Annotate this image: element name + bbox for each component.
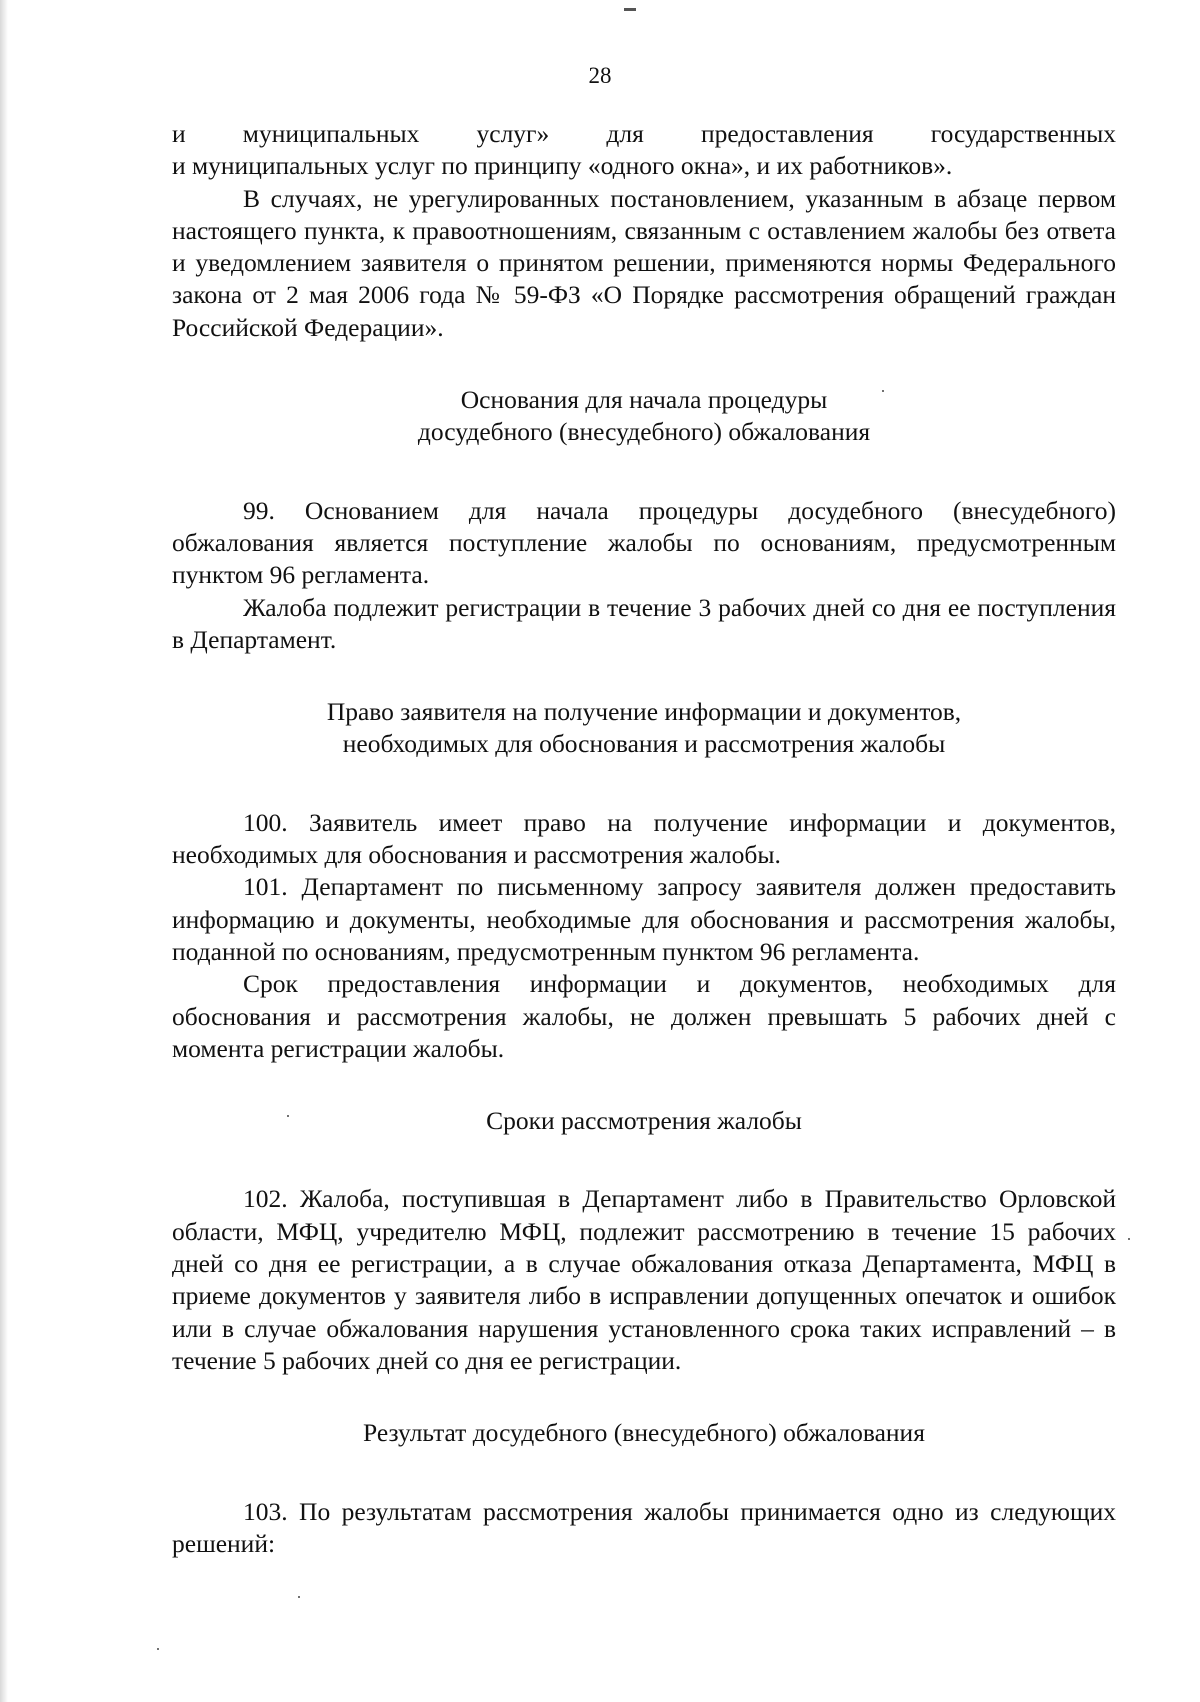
paragraph: Жалоба подлежит регистрации в течение 3 рабочих дней со дня ее поступления в Департамент. — [172, 592, 1116, 654]
scan-speck — [157, 1648, 159, 1650]
section-heading — [172, 384, 1116, 449]
section-heading — [172, 1417, 1116, 1449]
scan-speck — [298, 1596, 300, 1598]
paragraph: 99. Основанием для начала процедуры досудебного (внесудебного) обжалования является поступление жалобы по основаниям, предусмотренным пунктом 96 регламента. — [172, 495, 1116, 590]
page-number: 28 — [588, 63, 612, 88]
paragraph: 103. По результатам рассмотрения жалобы принимается одно из следующих решений: — [172, 1496, 1116, 1558]
section-heading — [172, 696, 1116, 761]
paragraph-line: и муниципальных услуг по принципу «одного окна», и их работников». — [172, 151, 953, 181]
paragraph: В случаях, не урегулированных постановлением, указанным в абзаце первом настоящего пункта, к правоотношениям, связанным с оставлением жалобы без ответа и уведомлением заявителя о принятом решении, применяются нормы Федерального закона от 2 мая 2006 года № 59-ФЗ «О Порядке рассмотрения обращений граждан Российской Федерации». — [172, 183, 1116, 342]
section-heading — [172, 1105, 1116, 1137]
paragraph: 102. Жалоба, поступившая в Департамент либо в Правительство Орловской области, МФЦ, учредителю МФЦ, подлежит рассмотрению в течение 15 рабочих дней со дня ее регистрации, а в случае обжалования отказа Департамента, МФЦ в приеме документов у заявителя либо в исправлении допущенных опечаток и ошибок или в случае обжалования нарушения установленного срока таких исправлений – в течение 5 рабочих дней со дня ее регистрации. — [172, 1184, 1116, 1375]
paragraph: 100. Заявитель имеет право на получение информации и документов, необходимых для обоснования и рассмотрения жалобы. — [172, 807, 1116, 870]
section-heading-line: Сроки рассмотрения жалобы — [486, 1106, 802, 1136]
section-heading-line: необходимых для обоснования и рассмотрения жалобы — [342, 729, 946, 759]
scan-edge-shadow — [0, 0, 8, 1702]
section-heading-line: досудебного (внесудебного) обжалования — [417, 417, 871, 447]
section-heading-line: Право заявителя на получение информации и документов, — [326, 697, 962, 727]
paragraph: Срок предоставления информации и документов, необходимых для обоснования и рассмотрения жалобы, не должен превышать 5 рабочих дней с момента регистрации жалобы. — [172, 969, 1116, 1063]
section-heading-line: Основания для начала процедуры — [460, 385, 828, 415]
scan-speck — [1128, 1238, 1130, 1240]
paragraph-line: и муниципальных услуг» для предоставления государственных — [172, 119, 1116, 148]
paragraph: 101. Департамент по письменному запросу заявителя должен предоставить информацию и документы, необходимые для обоснования и рассмотрения жалобы, поданной по основаниям, предусмотренным пунктом 96 регламента. — [172, 872, 1116, 966]
section-heading-line: Результат досудебного (внесудебного) обжалования — [363, 1418, 925, 1448]
document-body — [172, 118, 1116, 1560]
scan-top-mark — [624, 8, 636, 11]
